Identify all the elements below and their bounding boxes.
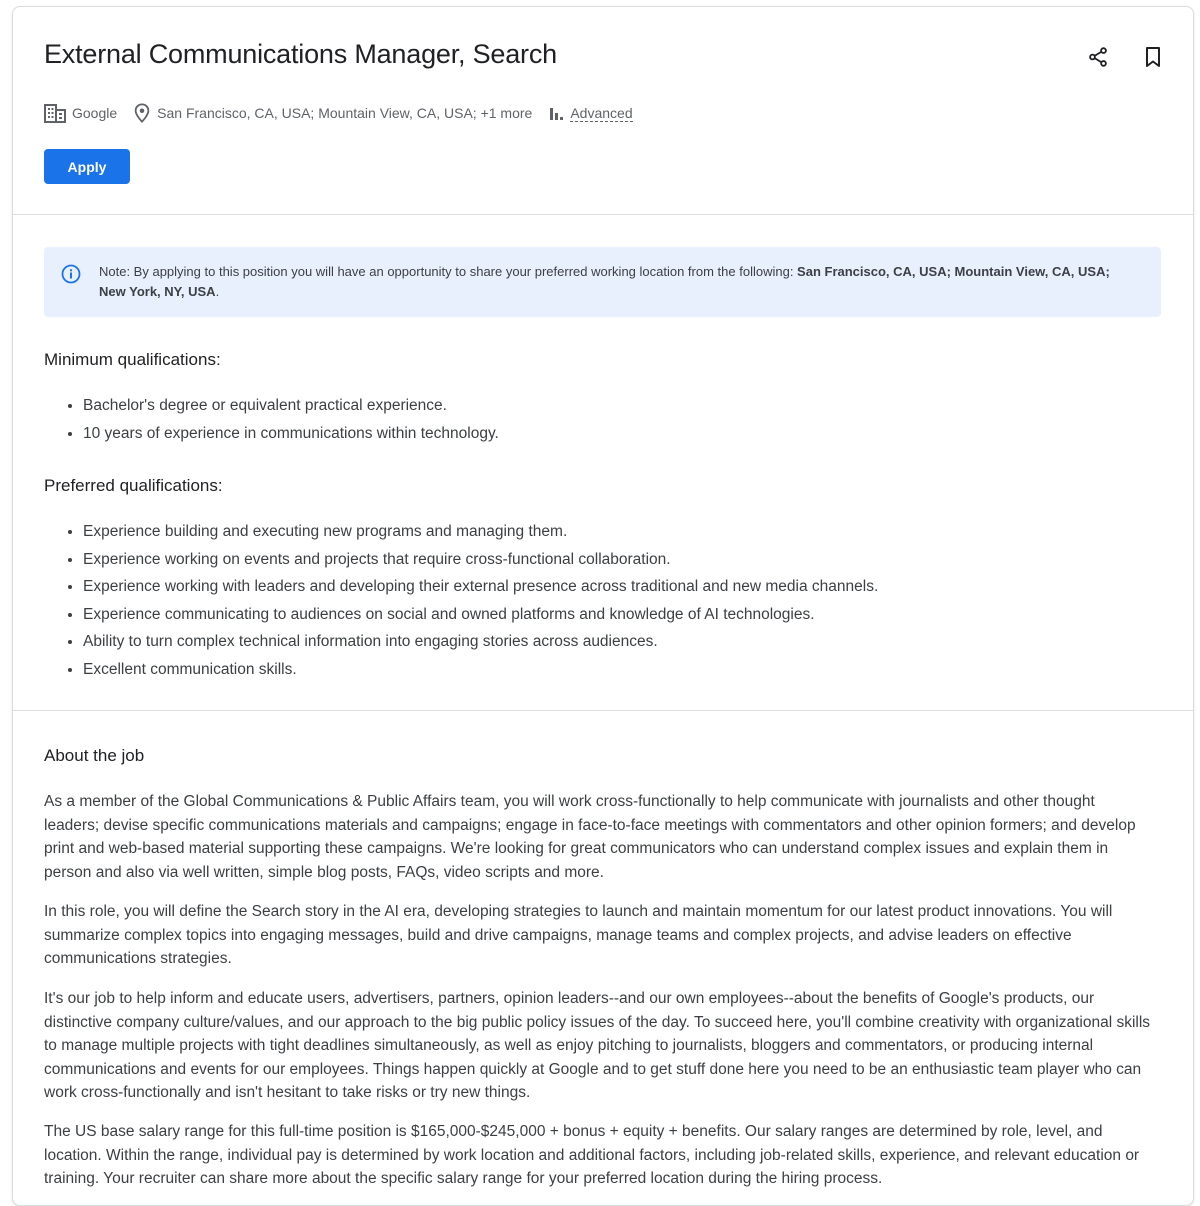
info-icon — [61, 264, 81, 284]
bookmark-icon — [1143, 46, 1163, 68]
company — [44, 103, 117, 123]
location-note — [44, 247, 1161, 317]
qualifications-section — [13, 215, 1193, 711]
level-text[interactable]: Advanced — [570, 104, 633, 121]
min-quals-heading: Minimum qualifications: — [44, 350, 221, 369]
level-bars-icon — [548, 106, 564, 120]
list-item: • Experience working on events and projects that require cross-functional collaboration. — [83, 546, 1153, 574]
list-item: • Ability to turn complex technical information into engaging stories across audiences. — [83, 628, 1153, 656]
bookmark-button[interactable] — [1139, 43, 1167, 71]
apply-button[interactable]: Apply — [44, 149, 130, 184]
job-card — [12, 6, 1194, 1206]
company-name: Google — [72, 105, 118, 121]
list-item: • Bachelor's degree or equivalent practical experience. — [83, 392, 1153, 420]
note-locations: San Francisco, CA, USA; Mountain View, CA, USA; New York, NY, USA — [99, 264, 1110, 299]
pref-quals-list — [44, 518, 1153, 683]
list-item: • 10 years of experience in communications within technology. — [83, 420, 1153, 448]
list-item: • Experience building and executing new programs and managing them. — [83, 518, 1153, 546]
note-prefix: Note: By applying to this position you will have an opportunity to share your preferred working location from the following: — [99, 264, 798, 279]
building-icon — [44, 103, 66, 123]
experience-level[interactable] — [548, 105, 632, 122]
list-item: • Experience working with leaders and developing their external presence across traditional and new media channels. — [83, 573, 1153, 601]
share-button[interactable] — [1084, 43, 1112, 71]
about-paragraph: It's our job to help inform and educate users, advertisers, partners, opinion leaders--and our own employees--about the benefits of Google's products, our distinctive company culture/values, and our approach to the big public policy issues of the day. To succeed here, you'll combine creativity with organizational skills to manage multiple projects with tight deadlines simultaneously, as well as enjoy pitching to journalists, bloggers and commentators, or producing internal communications and events for our employees. Things happen quickly at Google and to get stuff done here you need to be an enthusiastic team player who can work cross-functionally and isn't hesitant to take risks or try new things. — [44, 990, 1151, 1102]
note-suffix: . — [215, 284, 220, 299]
locations-text: San Francisco, CA, USA; Mountain View, CA, USA; +1 more — [157, 105, 533, 121]
min-quals-list — [44, 392, 1153, 447]
job-header — [13, 7, 1193, 215]
share-icon — [1087, 46, 1109, 68]
about-paragraph: As a member of the Global Communications & Public Affairs team, you will work cross-functionally to help communicate with journalists and other thought leaders; devise specific communications materials and campaigns; engage in face-to-face meetings with commentators and other opinion formers; and develop print and web-based material supporting these campaigns. We're looking for great communicators who can understand complex issues and explain them in person and also via well written, simple blog posts, FAQs, video scripts and more. — [44, 793, 1136, 881]
list-item: • Excellent communication skills. — [83, 656, 1153, 684]
location-pin-icon — [133, 103, 151, 123]
job-title: External Communications Manager, Search — [44, 39, 557, 69]
job-meta — [44, 103, 649, 123]
about-paragraph: The US base salary range for this full-time position is $165,000-$245,000 + bonus + equity + benefits. Our salary ranges are determined by role, level, and location. Within the range, individual pay is determined by work location and additional factors, including job-related skills, experience, and relevant education or training. Your recruiter can share more about the specific salary range for your preferred location during the hiring process. — [44, 1123, 1140, 1188]
list-item: • Experience communicating to audiences on social and owned platforms and knowledge of AI technologies. — [83, 601, 1153, 629]
pref-quals-heading: Preferred qualifications: — [44, 476, 223, 495]
locations — [133, 103, 532, 123]
about-heading: About the job — [44, 746, 145, 765]
about-section — [13, 711, 1193, 1206]
about-paragraph: In this role, you will define the Search story in the AI era, developing strategies to launch and maintain momentum for our latest product innovations. You will summarize complex topics into engaging messages, build and drive campaigns, manage teams and complex projects, and advise leaders on effective communications strategies. — [44, 903, 1113, 968]
